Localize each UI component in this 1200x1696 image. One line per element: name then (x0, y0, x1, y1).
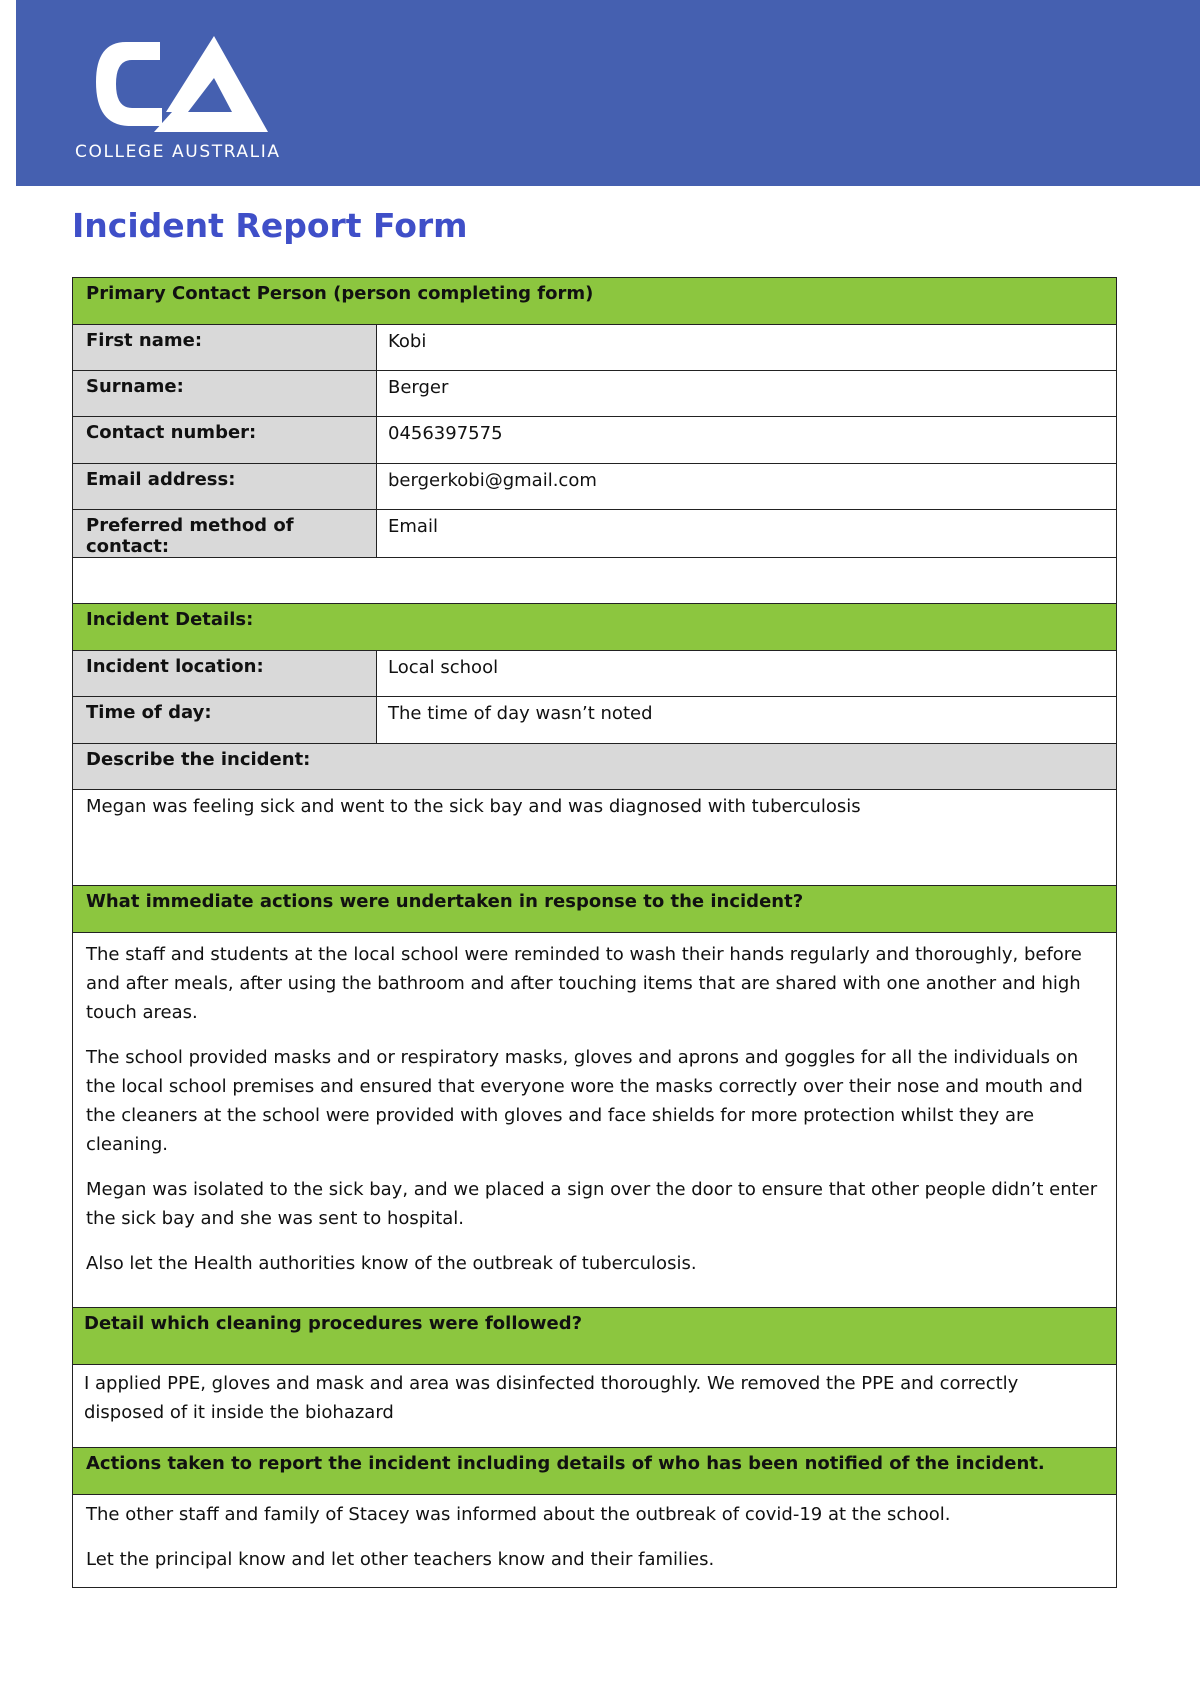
immediate-actions-text[interactable] (73, 933, 1117, 1308)
incident-details-heading: Incident Details: (73, 604, 1117, 651)
reporting-paragraph: The other staff and family of Stacey was informed about the outbreak of covid-19 at the school. (86, 1504, 951, 1525)
reporting-heading: Actions taken to report the incident including details of who has been notified of the incident. (73, 1448, 1117, 1495)
cleaning-text[interactable]: I applied PPE, gloves and mask and area was disinfected thoroughly. We removed the PPE and correctly disposed of it inside the biohazard (73, 1365, 1117, 1448)
email-label: Email address: (73, 464, 377, 510)
primary-contact-heading: Primary Contact Person (person completing form) (73, 278, 1117, 325)
contact-number-value[interactable]: 0456397575 (377, 417, 1117, 464)
org-name: COLLEGE AUSTRALIA (75, 142, 281, 162)
first-name-label: First name: (73, 325, 377, 371)
spacer-row (73, 558, 1117, 604)
incident-location-label: Incident location: (73, 651, 377, 697)
immediate-actions-paragraph: Megan was isolated to the sick bay, and we placed a sign over the door to ensure that other people didn’t enter the sick bay and she was sent to hospital. (86, 1179, 1098, 1229)
college-logo (72, 30, 292, 170)
ca-monogram-icon (90, 34, 270, 144)
immediate-actions-heading: What immediate actions were undertaken in response to the incident? (73, 886, 1117, 933)
time-of-day-value[interactable]: The time of day wasn’t noted (377, 697, 1117, 744)
contact-number-label: Contact number: (73, 417, 377, 464)
first-name-value[interactable]: Kobi (377, 325, 1117, 371)
email-value[interactable]: bergerkobi@gmail.com (377, 464, 1117, 510)
incident-location-value[interactable]: Local school (377, 651, 1117, 697)
reporting-paragraph: Let the principal know and let other teachers know and their families. (86, 1549, 715, 1570)
time-of-day-label: Time of day: (73, 697, 377, 744)
page-title: Incident Report Form (72, 206, 468, 245)
immediate-actions-paragraph: Also let the Health authorities know of the outbreak of tuberculosis. (86, 1253, 697, 1274)
immediate-actions-paragraph: The school provided masks and or respiratory masks, gloves and aprons and goggles for all the individuals on the local school premises and ensured that everyone wore the masks correctly over their nose and mouth and the cleaners at the school were provided with gloves and face shields for more protection whilst they are cleaning. (86, 1047, 1083, 1155)
incident-form-table (72, 277, 1117, 1588)
preferred-contact-label: Preferred method of contact: (73, 510, 377, 558)
cleaning-heading: Detail which cleaning procedures were followed? (73, 1308, 1117, 1365)
header-banner (16, 0, 1200, 186)
surname-label: Surname: (73, 371, 377, 417)
preferred-contact-value[interactable]: Email (377, 510, 1117, 558)
surname-value[interactable]: Berger (377, 371, 1117, 417)
reporting-text[interactable] (73, 1495, 1117, 1588)
describe-incident-label: Describe the incident: (73, 744, 1117, 790)
describe-incident-value[interactable]: Megan was feeling sick and went to the sick bay and was diagnosed with tuberculosis (73, 790, 1117, 886)
immediate-actions-paragraph: The staff and students at the local school were reminded to wash their hands regularly and thoroughly, before and after meals, after using the bathroom and after touching items that are shared with one another and high touch areas. (86, 944, 1082, 1023)
